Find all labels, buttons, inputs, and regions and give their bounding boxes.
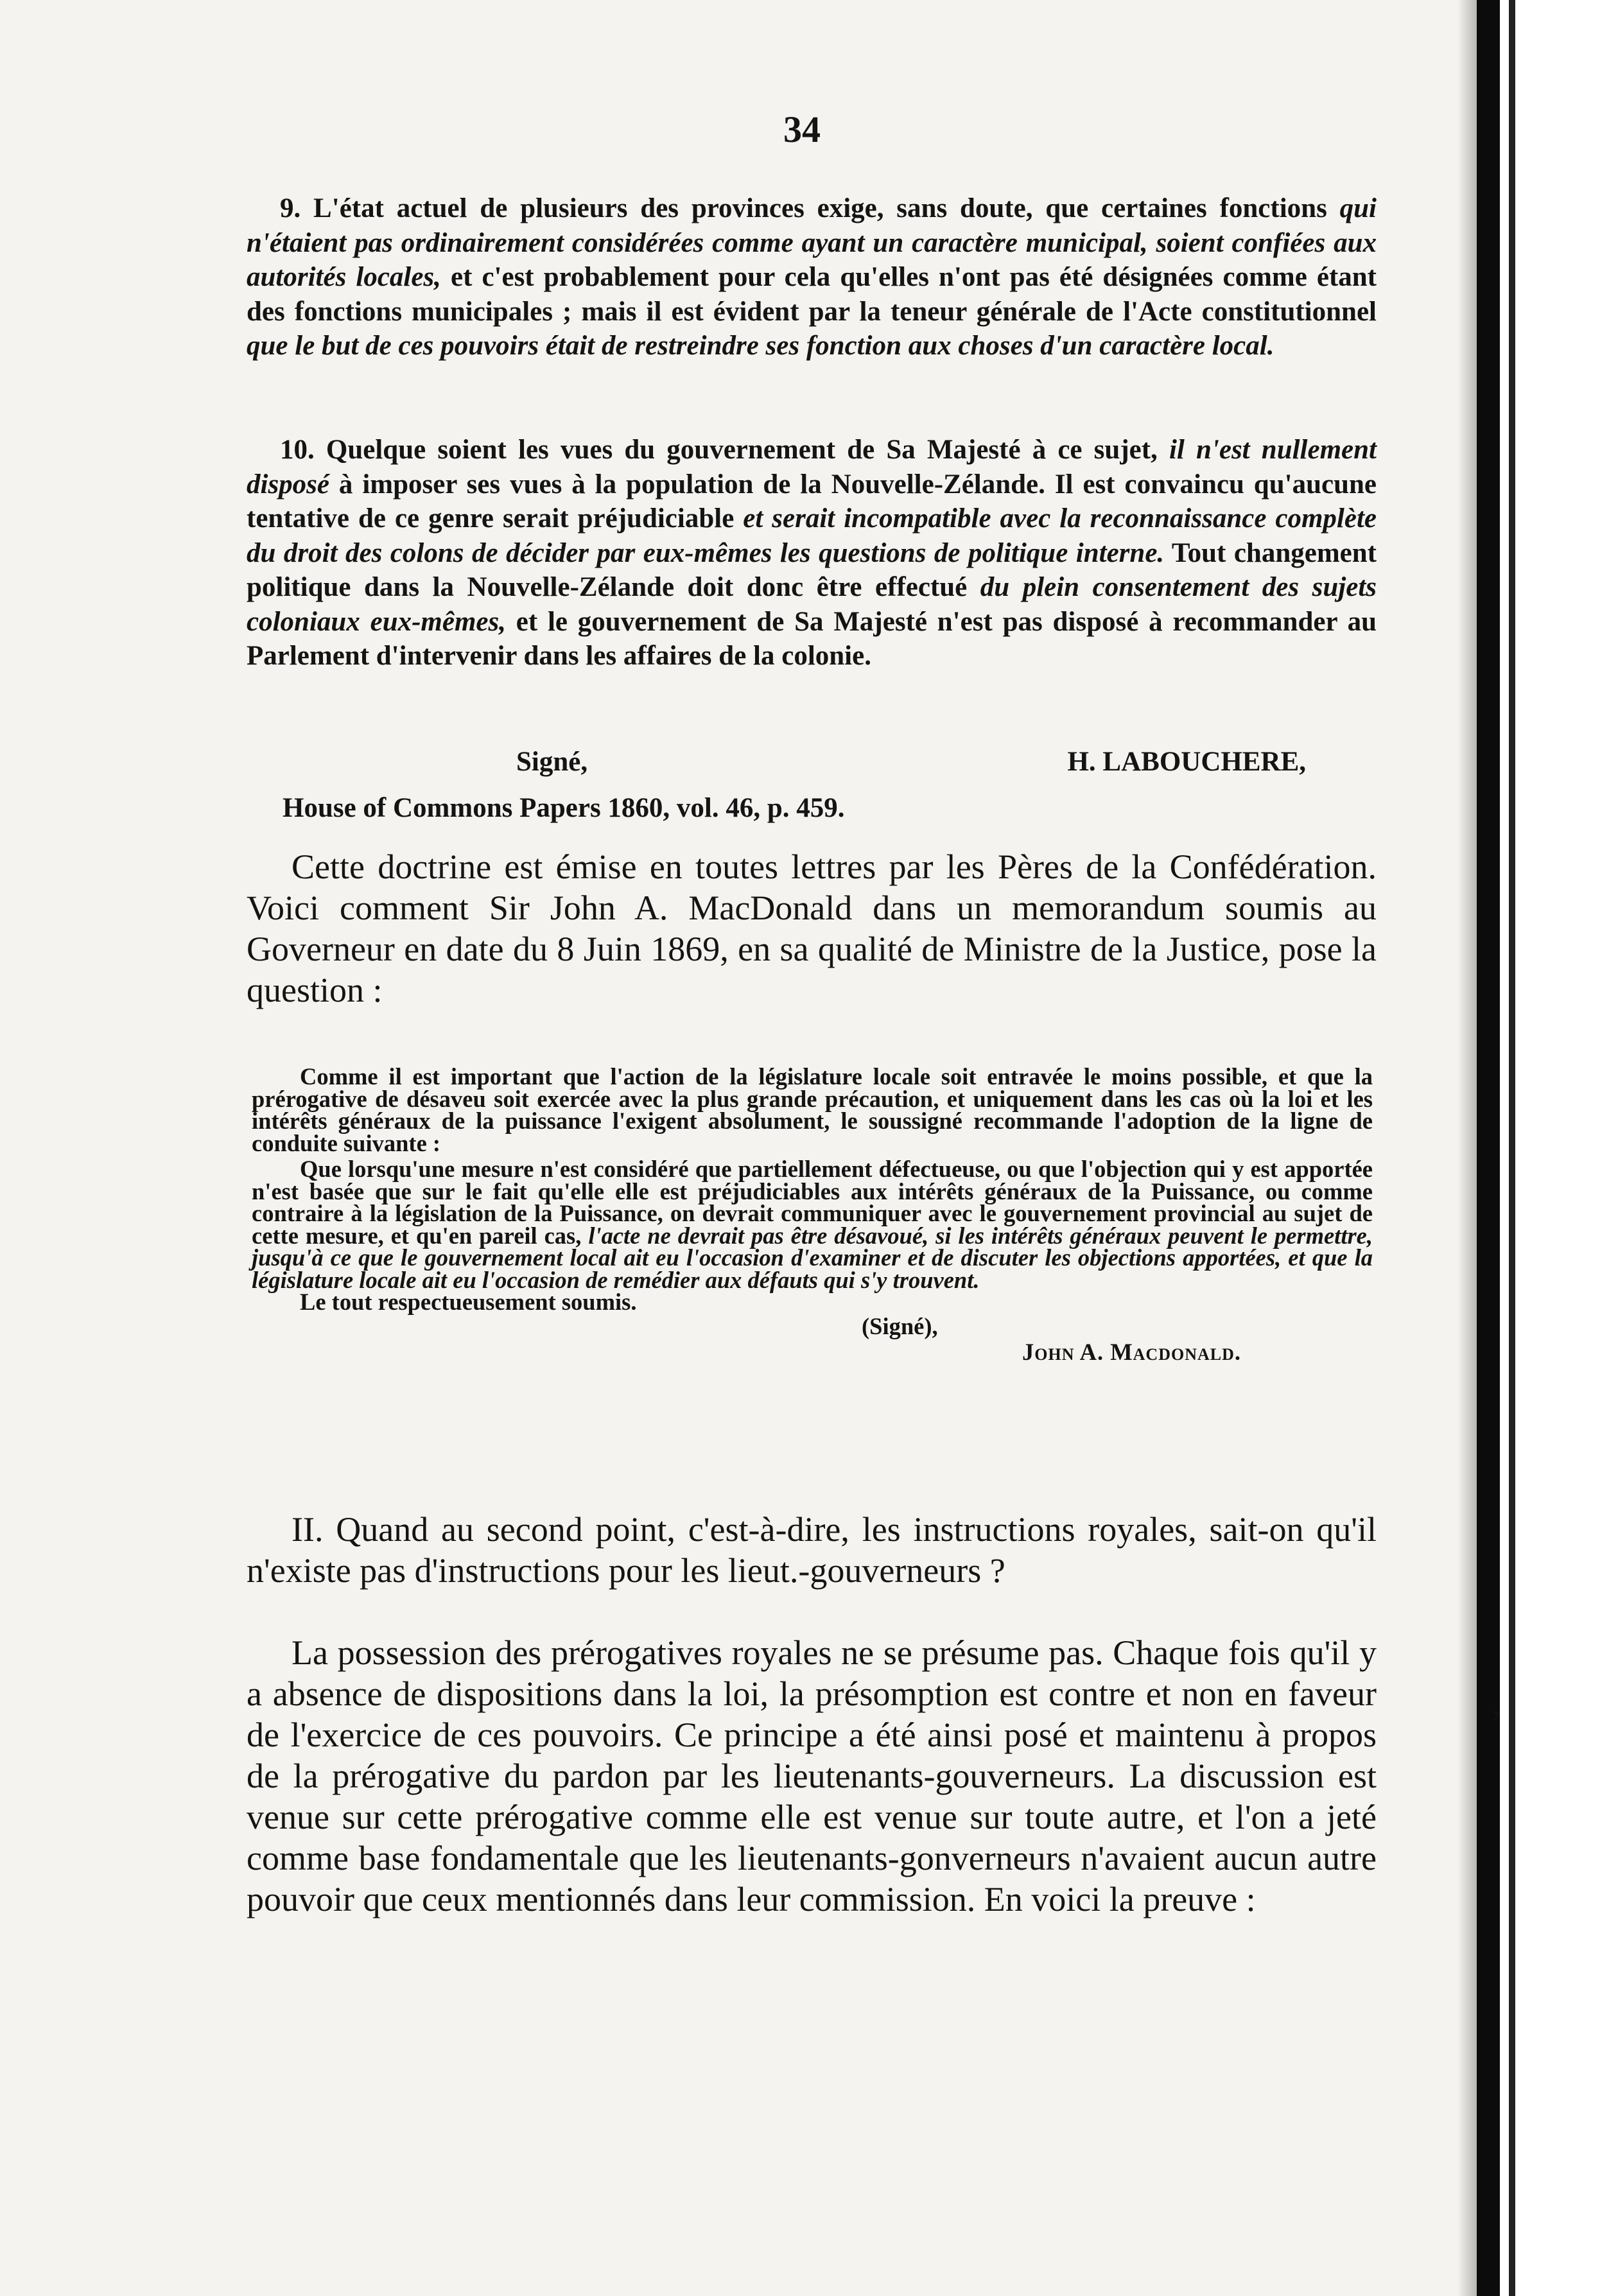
- memorandum-block: [252, 1063, 1373, 1365]
- para10-italic-2: et serait incompatible avec la reconnaissance complète du droit des colons de décider par eux-mêmes les questions de politique interne.: [247, 503, 1377, 568]
- signature-name: H. LABOUCHERE,: [1067, 747, 1306, 777]
- para10-text-2: à imposer ses vues à la population de la Nouvelle-Zélande. Il est convaincu qu'aucune tentative de ce genre serait préjudiciable: [247, 469, 1377, 534]
- memo-p2-text: Que lorsqu'une mesure n'est considéré que partiellement défectueuse, ou que l'objection qui y est apportée n'est basée que sur le fait qu'elle elle est préjudiciables aux intérêts généraux de la Puissance, ou comme contraire à la législation de la Puissance, on devrait communiquer avec le gouvernement provincial au sujet de cette mesure, et qu'en pareil cas,: [252, 1156, 1373, 1249]
- para10-italic-1: il n'est nullement disposé: [247, 435, 1377, 500]
- para-II-text: II. Quand au second point, c'est-à-dire, les instructions royales, sait-on qu'il n'existe pas d'instructions pour les lieut.-gouverneurs ?: [247, 1510, 1377, 1590]
- memo-paragraph-2: [252, 1158, 1373, 1291]
- memo-closing: Le tout respectueusement soumis.: [300, 1289, 637, 1315]
- memo-paragraph-1: Comme il est important que l'action de la législature locale soit entravée le moins possible, et que la prérogative de désaveu soit exercée avec la plus grande précaution, et uniquement dans les cas où la loi et les intérêts généraux de la puissance l'exigent absolument, le soussigné recommande l'adoption de la ligne de conduite suivante :: [252, 1063, 1373, 1156]
- page-number: 34: [783, 109, 821, 150]
- paragraph-10: [247, 433, 1377, 674]
- para9-text-1: 9. L'état actuel de plusieurs des provinces exige, sans doute, que certaines fonctions: [280, 193, 1340, 223]
- margin-mark: ʼ: [1490, 1702, 1502, 1744]
- reference-line: [247, 791, 1377, 825]
- paragraph-possession: [247, 1632, 1377, 1920]
- para10-text-1: 10. Quelque soient les vues du gouvernement de Sa Majesté à ce sujet,: [280, 435, 1169, 465]
- doctrine-text: Cette doctrine est émise en toutes lettres par les Pères de la Confédération. Voici comment Sir John A. MacDonald dans un memorandum soumis au Governeur en date du 8 Juin 1869, en sa qualité de Ministre de la Justice, pose la question :: [247, 848, 1377, 1009]
- para9-italic-1: qui n'étaient pas ordinairement considérées comme ayant un caractère municipal, soient confiées aux autorités locales,: [247, 193, 1377, 292]
- reference-text: House of Commons Papers 1860, vol. 46, p. 459.: [283, 793, 845, 823]
- para9-text-2: et c'est probablement pour cela qu'elles n'ont pas été désignées comme étant des fonctions municipales ; mais il est évident par la teneur générale de l'Acte constitutionnel: [247, 262, 1377, 327]
- scan-border-bar: [1477, 0, 1500, 2296]
- scan-border-line: [1509, 0, 1515, 2296]
- possession-text: La possession des prérogatives royales ne se présume pas. Chaque fois qu'il y a absence de dispositions dans la loi, la présomption est contre et non en faveur de l'exercice de ces pouvoirs. Ce principe a été ainsi posé et maintenu à propos de la prérogative du pardon par les lieutenants-gouverneurs. La discussion est venue sur cette prérogative comme elle est venue sur toute autre, et l'on a jeté comme base fondamentale que les lieutenants-gonverneurs n'avaient aucun autre pouvoir que ceux mentionnés dans leur commission. En voici la preuve :: [247, 1633, 1377, 1918]
- memo-signed-label: (Signé),: [862, 1312, 938, 1339]
- memo-signer-name: John A. Macdonald.: [1022, 1338, 1241, 1365]
- paragraph-9: [247, 191, 1377, 363]
- signature-line: [247, 745, 1377, 779]
- para10-text-4: et le gouvernement de Sa Majesté n'est pas disposé à recommander au Parlement d'intervenir dans les affaires de la colonie.: [247, 606, 1377, 671]
- paragraph-II: [247, 1509, 1377, 1591]
- page-edge-shadow: [1457, 0, 1477, 2296]
- memo-p2-italic: l'acte ne devrait pas être désavoué, si les intérêts généraux peuvent le permettre, jusqu'à ce que le gouvernement local ait eu l'occasion d'examiner et de discuter les objections apportées, et que la législature locale ait eu l'occasion de remédier aux défauts qui s'y trouvent.: [252, 1222, 1373, 1293]
- para10-text-3: Tout changement politique dans la Nouvelle-Zélande doit donc être effectué: [247, 537, 1377, 602]
- para9-italic-2: que le but de ces pouvoirs était de restreindre ses fonction aux choses d'un caractère local.: [247, 331, 1274, 361]
- signature-label: Signé,: [516, 747, 588, 777]
- para10-italic-3: du plein consentement des sujets coloniaux eux-mêmes,: [247, 572, 1377, 637]
- paragraph-doctrine: [247, 846, 1377, 1011]
